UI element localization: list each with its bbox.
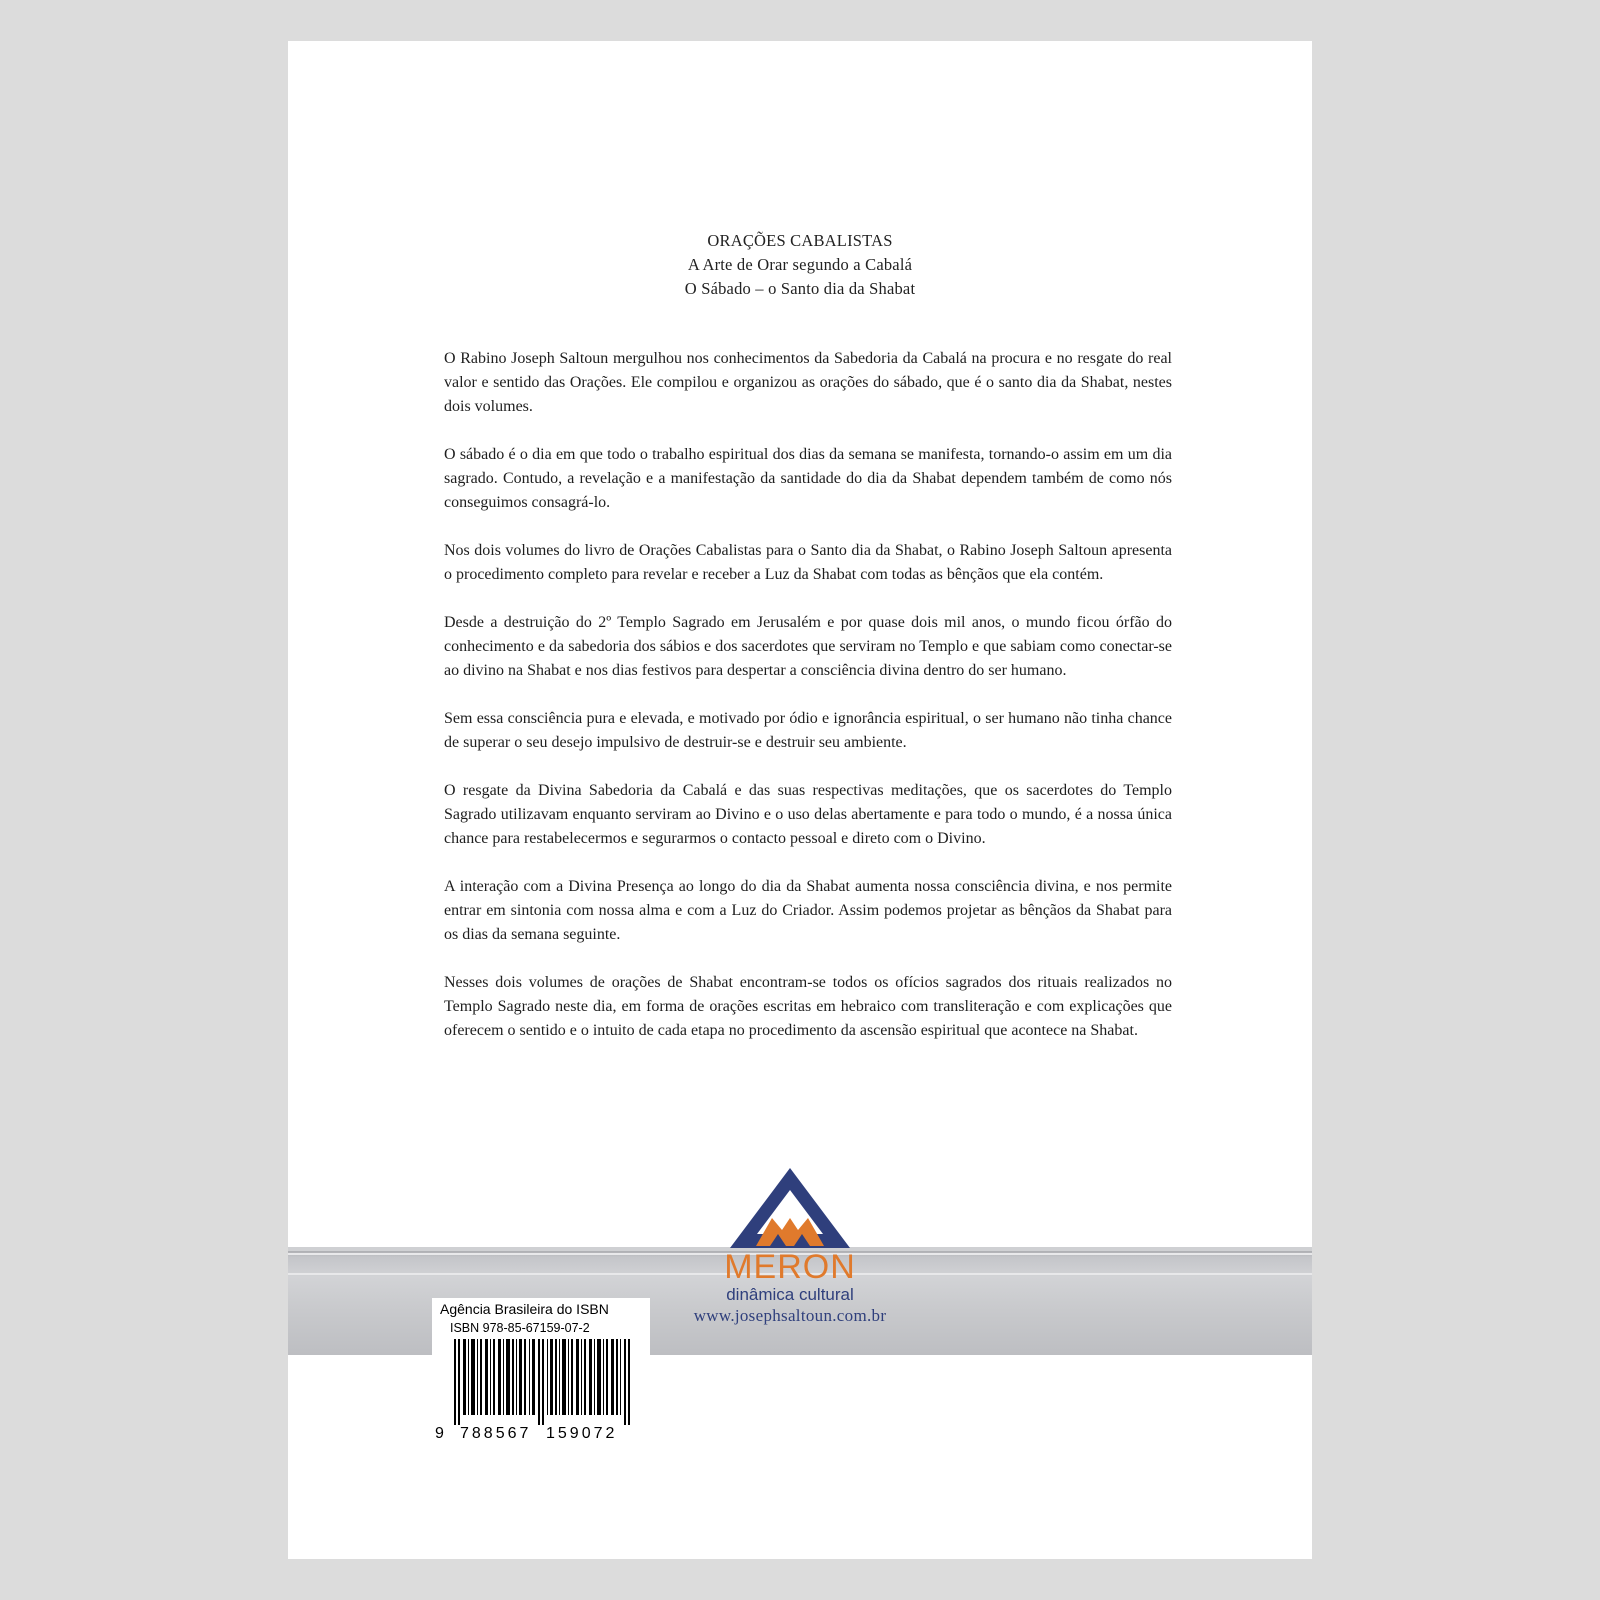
blurb-text: [444, 347, 1172, 1067]
paragraph: Desde a destruição do 2º Templo Sagrado em Jerusalém e por quase dois mil anos, o mundo ficou órfão do conhecimento e da sabedoria dos sábios e dos sacerdotes que serviram no Templo e que sabiam como conectar-se ao divino na Shabat e nos dias festivos para despertar a consciência divina dentro do ser humano.: [444, 614, 1172, 679]
paragraph: O sábado é o dia em que todo o trabalho espiritual dos dias da semana se manifesta, tornando-o assim em um dia sagrado. Contudo, a revelação e a manifestação da santidade do dia da Shabat dependem também de como nós conseguimos consagrá-lo.: [444, 446, 1172, 511]
book-back-cover: [288, 41, 1312, 1559]
barcode-digits-right: 159072: [546, 1425, 618, 1442]
book-title: ORAÇÕES CABALISTAS: [707, 231, 893, 250]
isbn-agency: Agência Brasileira do ISBN: [440, 1301, 609, 1317]
book-subtitle-2: O Sábado – o Santo dia da Shabat: [684, 279, 916, 298]
publisher-name: MERON: [724, 1248, 856, 1286]
publisher-website: www.josephsaltoun.com.br: [693, 1306, 887, 1325]
isbn-number: ISBN 978-85-67159-07-2: [450, 1321, 590, 1335]
book-subtitle: A Arte de Orar segundo a Cabalá: [687, 255, 913, 274]
barcode-digit-prefix: 9: [435, 1425, 444, 1442]
paragraph: O resgate da Divina Sabedoria da Cabalá e das suas respectivas meditações, que os sacerdotes do Templo Sagrado utilizavam enquanto serviram ao Divino e o uso delas abertamente e para todo o mundo, é a nossa única chance para restabelecermos e segurarmos o contacto pessoal e direto com o Divino.: [444, 782, 1172, 847]
paragraph: O Rabino Joseph Saltoun mergulhou nos conhecimentos da Sabedoria da Cabalá na procura e no resgate do real valor e sentido das Orações. Ele compilou e organizou as orações do sábado, que é o santo dia da Shabat, nestes dois volumes.: [444, 350, 1172, 415]
title-block: [288, 229, 1312, 301]
paragraph: Sem essa consciência pura e elevada, e motivado por ódio e ignorância espiritual, o ser humano não tinha chance de superar o seu desejo impulsivo de destruir-se e destruir seu ambiente.: [444, 710, 1172, 751]
isbn-barcode-block: [432, 1298, 650, 1452]
paragraph: Nesses dois volumes de orações de Shabat encontram-se todos os ofícios sagrados dos rituais realizados no Templo Sagrado neste dia, em forma de orações escritas em hebraico com transliteração e com explicações que oferecem o sentido e o intuito de cada etapa no procedimento da ascensão espiritual que acontece na Shabat.: [444, 974, 1172, 1039]
barcode-digits-left: 788567: [460, 1425, 532, 1442]
publisher-tagline: dinâmica cultural: [726, 1285, 854, 1304]
paragraph: A interação com a Divina Presença ao longo do dia da Shabat aumenta nossa consciência divina, e nos permite entrar em sintonia com nossa alma e com a Luz do Criador. Assim podemos projetar as bênçãos da Shabat para os dias da semana seguinte.: [444, 878, 1172, 943]
barcode-icon: [454, 1339, 630, 1425]
paragraph: Nos dois volumes do livro de Orações Cabalistas para o Santo dia da Shabat, o Rabino Joseph Saltoun apresenta o procedimento completo para revelar e receber a Luz da Shabat com todas as bênçãos que ela contém.: [444, 542, 1172, 583]
